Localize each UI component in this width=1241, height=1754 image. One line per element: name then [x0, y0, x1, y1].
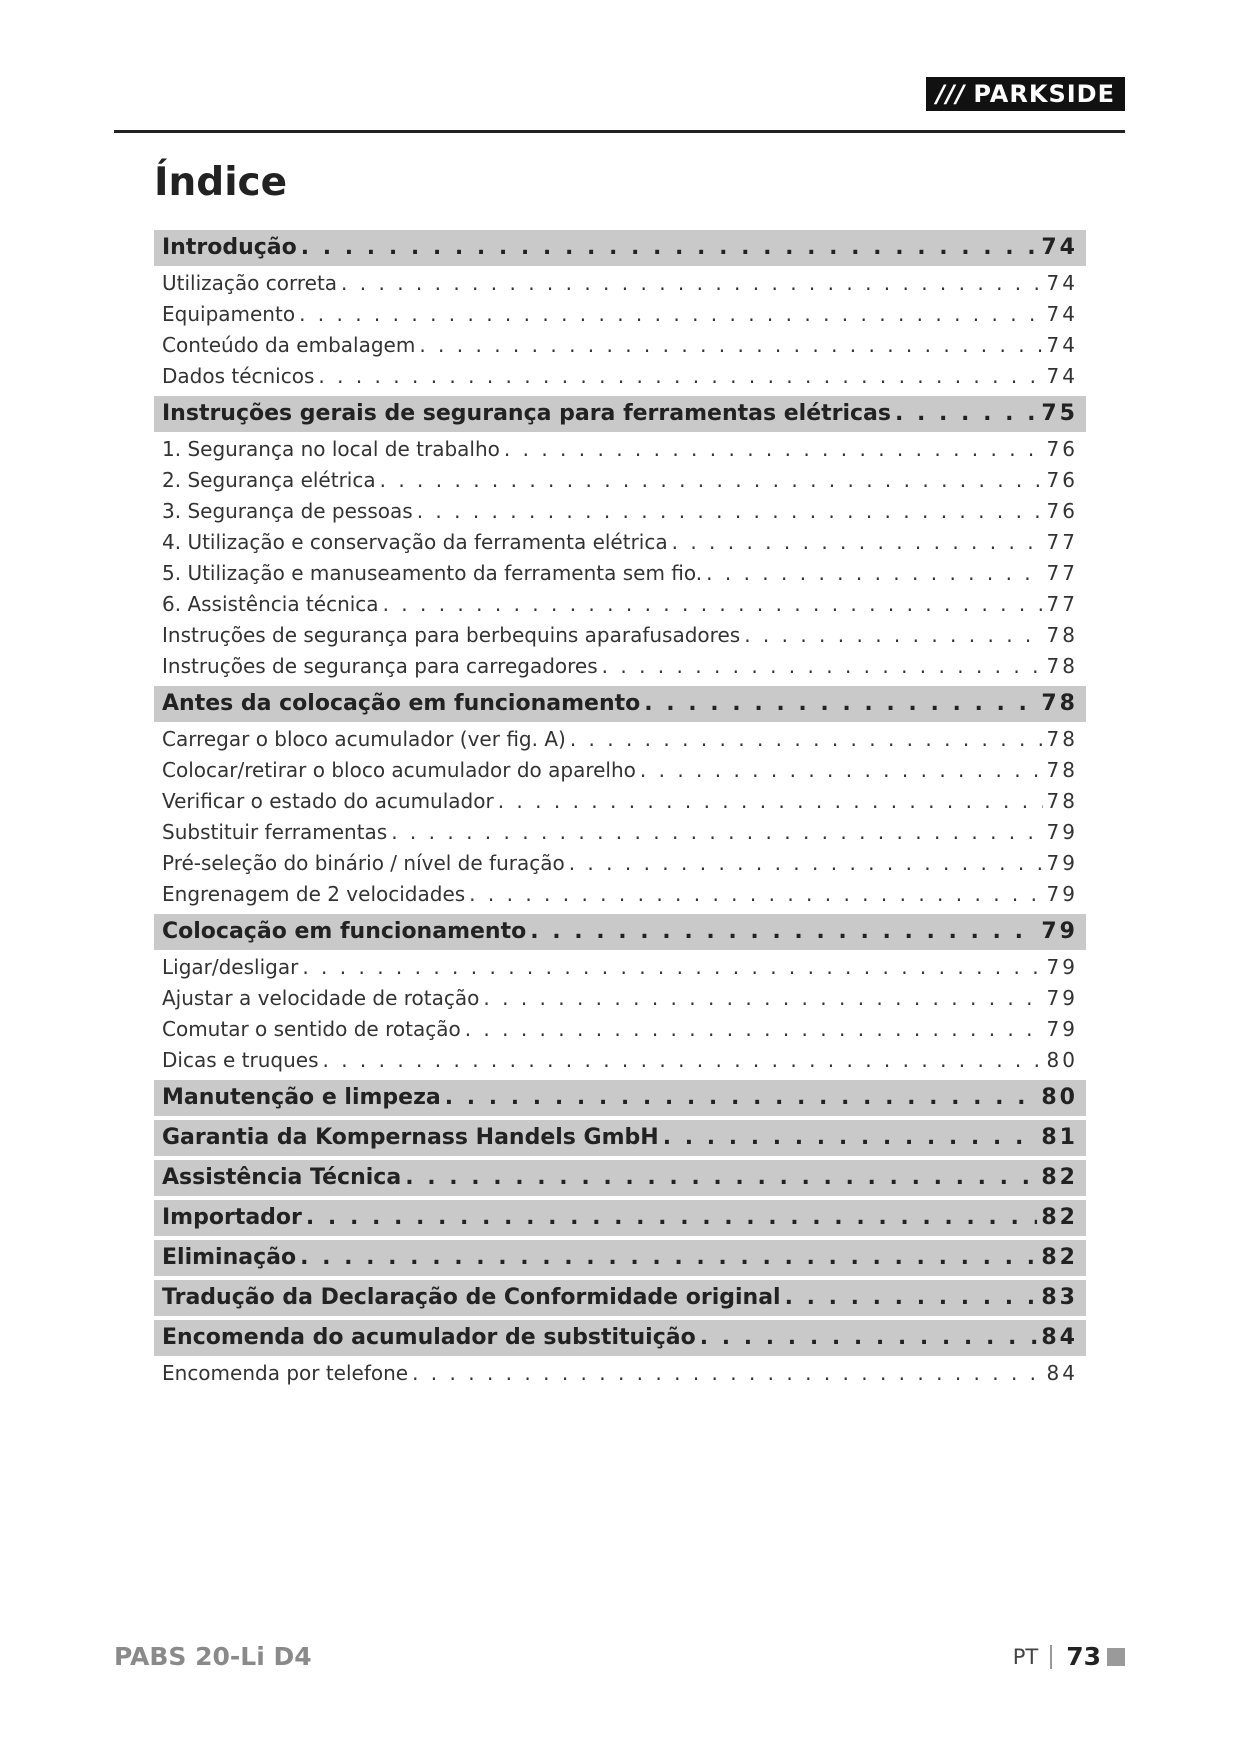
- toc-dot-leader: [640, 755, 1043, 786]
- toc-page-number: 78: [1046, 623, 1078, 647]
- toc-dot-leader: [299, 299, 1042, 330]
- toc-dot-leader: [469, 879, 1042, 910]
- toc-dot-leader: [483, 983, 1042, 1014]
- toc-label: Equipamento: [162, 302, 296, 326]
- toc-label: Tradução da Declaração de Conformidade original: [162, 1285, 781, 1310]
- toc-section-header[interactable]: [154, 1200, 1086, 1236]
- toc-label: 4. Utilização e conservação da ferramenta elétrica: [162, 530, 668, 554]
- toc-label: 6. Assistência técnica: [162, 592, 379, 616]
- toc-entry[interactable]: [154, 558, 1086, 589]
- toc-entry[interactable]: [154, 361, 1086, 392]
- toc-dot-leader: [419, 330, 1042, 361]
- toc-label: Ligar/desligar: [162, 955, 299, 979]
- toc-dot-leader: [391, 817, 1042, 848]
- toc-dot-leader: [602, 651, 1043, 682]
- toc-section-header[interactable]: [154, 1120, 1086, 1156]
- toc-dot-leader: [383, 589, 1043, 620]
- toc-page-number: 84: [1041, 1325, 1078, 1350]
- toc-dot-leader: [301, 230, 1038, 266]
- toc-dot-leader: [504, 434, 1043, 465]
- toc-entry[interactable]: [154, 299, 1086, 330]
- toc-page-number: 74: [1041, 235, 1078, 260]
- toc-dot-leader: [663, 1120, 1038, 1156]
- toc-page-number: 82: [1041, 1245, 1078, 1270]
- toc-entry[interactable]: [154, 527, 1086, 558]
- toc-page-number: 80: [1041, 1085, 1078, 1110]
- toc-entry[interactable]: [154, 755, 1086, 786]
- toc-label: Importador: [162, 1205, 302, 1230]
- table-of-contents: [154, 230, 1086, 1389]
- toc-page-number: 78: [1046, 758, 1078, 782]
- toc-dot-leader: [498, 786, 1043, 817]
- toc-dot-leader: [445, 1080, 1038, 1116]
- toc-page-number: 80: [1046, 1048, 1078, 1072]
- toc-dot-leader: [306, 1200, 1037, 1236]
- toc-page-number: 83: [1041, 1285, 1078, 1310]
- toc-label: Dicas e truques: [162, 1048, 319, 1072]
- toc-page-number: 79: [1046, 820, 1078, 844]
- toc-page-number: 79: [1046, 955, 1078, 979]
- toc-dot-leader: [405, 1160, 1037, 1196]
- toc-label: Encomenda do acumulador de substituição: [162, 1325, 696, 1350]
- toc-dot-leader: [700, 1320, 1038, 1356]
- toc-entry[interactable]: [154, 952, 1086, 983]
- toc-dot-leader: [744, 620, 1042, 651]
- toc-entry[interactable]: [154, 434, 1086, 465]
- toc-label: Dados técnicos: [162, 364, 315, 388]
- toc-dot-leader: [530, 914, 1037, 950]
- toc-page-number: 77: [1046, 561, 1078, 585]
- toc-page-number: 82: [1041, 1165, 1078, 1190]
- toc-dot-leader: [300, 1240, 1037, 1276]
- toc-page-number: 78: [1046, 727, 1078, 751]
- toc-label: Pré-seleção do binário / nível de furação: [162, 851, 565, 875]
- toc-page-number: 79: [1046, 882, 1078, 906]
- toc-entry[interactable]: [154, 724, 1086, 755]
- toc-section-header[interactable]: [154, 1240, 1086, 1276]
- footer-language: PT: [1013, 1645, 1053, 1669]
- toc-page-number: 78: [1046, 654, 1078, 678]
- toc-page-number: 81: [1041, 1125, 1078, 1150]
- toc-label: Verificar o estado do acumulador: [162, 789, 494, 813]
- toc-page-number: 84: [1046, 1361, 1078, 1385]
- toc-label: Carregar o bloco acumulador (ver fig. A): [162, 727, 566, 751]
- toc-entry[interactable]: [154, 848, 1086, 879]
- toc-dot-leader: [570, 724, 1043, 755]
- toc-entry[interactable]: [154, 983, 1086, 1014]
- toc-page-number: 74: [1046, 364, 1078, 388]
- toc-section-header[interactable]: [154, 396, 1086, 432]
- toc-dot-leader: [465, 1014, 1043, 1045]
- toc-page-number: 82: [1041, 1205, 1078, 1230]
- header-rule: [114, 130, 1125, 133]
- toc-page-number: 74: [1046, 302, 1078, 326]
- footer-model: PABS 20-Li D4: [114, 1642, 312, 1671]
- toc-entry[interactable]: [154, 465, 1086, 496]
- toc-dot-leader: [322, 1045, 1042, 1076]
- toc-entry[interactable]: [154, 817, 1086, 848]
- toc-label: Colocação em funcionamento: [162, 919, 527, 944]
- toc-entry[interactable]: [154, 879, 1086, 910]
- toc-dot-leader: [706, 558, 1042, 589]
- toc-entry[interactable]: [154, 496, 1086, 527]
- footer-page-number: 73: [1066, 1642, 1101, 1671]
- toc-page-number: 77: [1046, 592, 1078, 616]
- toc-section-header[interactable]: [154, 230, 1086, 266]
- footer-page-info: [1013, 1642, 1125, 1671]
- toc-page-number: 76: [1046, 499, 1078, 523]
- toc-label: Conteúdo da embalagem: [162, 333, 416, 357]
- toc-dot-leader: [895, 396, 1037, 432]
- toc-label: 3. Segurança de pessoas: [162, 499, 413, 523]
- toc-dot-leader: [380, 465, 1043, 496]
- toc-label: Eliminação: [162, 1245, 297, 1270]
- toc-dot-leader: [302, 952, 1042, 983]
- toc-page-number: 74: [1046, 271, 1078, 295]
- toc-dot-leader: [412, 1358, 1042, 1389]
- toc-section-header[interactable]: [154, 686, 1086, 722]
- toc-label: Comutar o sentido de rotação: [162, 1017, 461, 1041]
- toc-entry[interactable]: [154, 620, 1086, 651]
- toc-entry[interactable]: [154, 330, 1086, 361]
- toc-label: Antes da colocação em funcionamento: [162, 691, 641, 716]
- toc-entry[interactable]: [154, 1045, 1086, 1076]
- toc-entry[interactable]: [154, 268, 1086, 299]
- toc-label: Manutenção e limpeza: [162, 1085, 441, 1110]
- toc-dot-leader: [417, 496, 1043, 527]
- toc-entry[interactable]: [154, 589, 1086, 620]
- toc-label: Assistência Técnica: [162, 1165, 402, 1190]
- toc-section-header[interactable]: [154, 1280, 1086, 1316]
- toc-entry[interactable]: [154, 651, 1086, 682]
- toc-section-header[interactable]: [154, 1080, 1086, 1116]
- logo-text: PARKSIDE: [973, 80, 1115, 108]
- toc-page-number: 78: [1046, 789, 1078, 813]
- toc-entry[interactable]: [154, 786, 1086, 817]
- toc-page-number: 79: [1046, 986, 1078, 1010]
- toc-section-header[interactable]: [154, 1160, 1086, 1196]
- toc-page-number: 76: [1046, 437, 1078, 461]
- toc-label: Engrenagem de 2 velocidades: [162, 882, 466, 906]
- toc-dot-leader: [785, 1280, 1038, 1316]
- toc-page-number: 78: [1041, 691, 1078, 716]
- toc-dot-leader: [672, 527, 1043, 558]
- parkside-logo: [926, 77, 1125, 111]
- toc-label: Garantia da Kompernass Handels GmbH: [162, 1125, 659, 1150]
- footer-square-marker: [1107, 1648, 1125, 1666]
- toc-label: Instruções de segurança para berbequins aparafusadores: [162, 623, 741, 647]
- toc-label: Ajustar a velocidade de rotação: [162, 986, 480, 1010]
- toc-page-number: 74: [1046, 333, 1078, 357]
- toc-page-number: 76: [1046, 468, 1078, 492]
- toc-page-number: 75: [1041, 401, 1078, 426]
- toc-label: Colocar/retirar o bloco acumulador do aparelho: [162, 758, 636, 782]
- toc-page-number: 79: [1041, 919, 1078, 944]
- toc-label: 1. Segurança no local de trabalho: [162, 437, 500, 461]
- toc-page-number: 79: [1046, 1017, 1078, 1041]
- toc-dot-leader: [644, 686, 1037, 722]
- toc-label: Instruções de segurança para carregadores: [162, 654, 598, 678]
- page-title: Índice: [154, 160, 288, 205]
- toc-entry[interactable]: [154, 1014, 1086, 1045]
- toc-label: Introdução: [162, 235, 297, 260]
- toc-label: Instruções gerais de segurança para ferramentas elétricas: [162, 401, 891, 426]
- toc-dot-leader: [569, 848, 1043, 879]
- toc-label: Utilização correta: [162, 271, 338, 295]
- toc-section-header[interactable]: [154, 1320, 1086, 1356]
- toc-page-number: 79: [1046, 851, 1078, 875]
- toc-dot-leader: [318, 361, 1042, 392]
- toc-label: 5. Utilização e manuseamento da ferramenta sem fio.: [162, 561, 703, 585]
- toc-entry[interactable]: [154, 1358, 1086, 1389]
- toc-section-header[interactable]: [154, 914, 1086, 950]
- logo-slashes: ///: [936, 80, 966, 108]
- toc-label: 2. Segurança elétrica: [162, 468, 376, 492]
- toc-label: Encomenda por telefone: [162, 1361, 409, 1385]
- toc-dot-leader: [341, 268, 1043, 299]
- toc-page-number: 77: [1046, 530, 1078, 554]
- toc-label: Substituir ferramentas: [162, 820, 388, 844]
